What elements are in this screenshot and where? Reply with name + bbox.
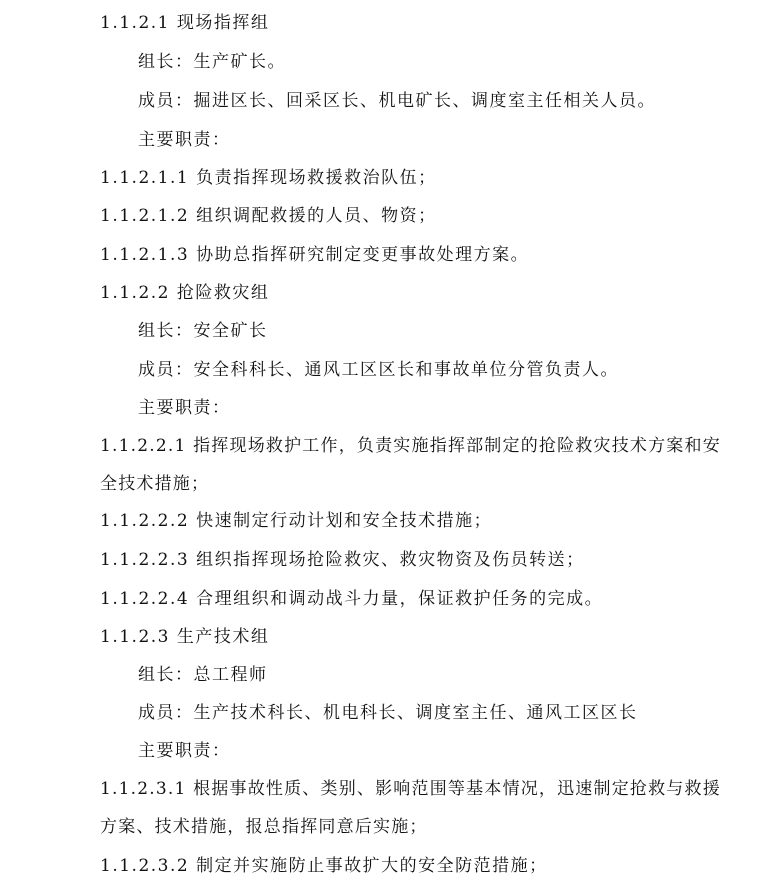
- duty-item: 1.1.2.1.1 负责指挥现场救援救治队伍；: [100, 168, 437, 188]
- section-heading-rescue: 1.1.2.2 抢险救灾组: [100, 283, 270, 303]
- duty-item: 1.1.2.3.1 根据事故性质、类别、影响范围等基本情况，迅速制定抢救与救援方案、技术措施，报总指挥同意后实施；: [100, 779, 721, 837]
- duty-item: 1.1.2.2.4 合理组织和调动战斗力量，保证救护任务的完成。: [100, 589, 604, 609]
- duties-label: 主要职责：: [138, 741, 231, 761]
- duty-item: 1.1.2.2.1 指挥现场救护工作，负责实施指挥部制定的抢险救灾技术方案和安全技术措施；: [100, 436, 721, 494]
- duties-label: 主要职责：: [138, 130, 231, 150]
- team-members-line: 成员：生产技术科长、机电科长、调度室主任、通风工区区长: [138, 703, 638, 723]
- team-leader-line: 组长：总工程师: [138, 665, 268, 685]
- section-heading-production-tech: 1.1.2.3 生产技术组: [100, 627, 270, 647]
- team-leader-line: 组长：生产矿长。: [138, 52, 286, 72]
- duty-item: 1.1.2.1.2 组织调配救援的人员、物资；: [100, 206, 437, 226]
- duty-item: 1.1.2.1.3 协助总指挥研究制定变更事故处理方案。: [100, 245, 530, 265]
- team-members-line: 成员：安全科科长、通风工区区长和事故单位分管负责人。: [138, 360, 619, 380]
- section-heading-field-command: 1.1.2.1 现场指挥组: [100, 13, 270, 33]
- team-leader-line: 组长：安全矿长: [138, 321, 268, 341]
- duty-item: 1.1.2.3.2 制定并实施防止事故扩大的安全防范措施；: [100, 856, 548, 876]
- duty-item: 1.1.2.2.3 组织指挥现场抢险救灾、救灾物资及伤员转送；: [100, 550, 585, 570]
- duties-label: 主要职责：: [138, 398, 231, 418]
- duty-item: 1.1.2.2.2 快速制定行动计划和安全技术措施；: [100, 511, 493, 531]
- team-members-line: 成员：掘进区长、回采区长、机电矿长、调度室主任相关人员。: [138, 91, 656, 111]
